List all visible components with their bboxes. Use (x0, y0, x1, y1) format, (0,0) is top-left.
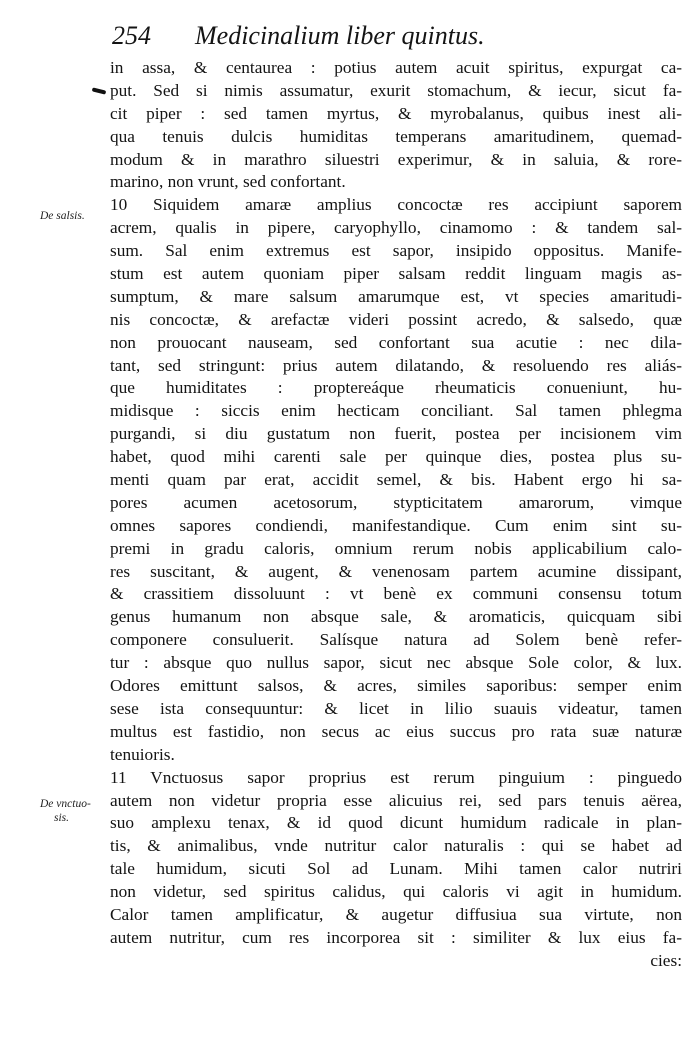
text-line: in assa, & centaurea : potius autem acuit spiritus, expurgat ca- (110, 58, 682, 77)
text-line: stum est autem quoniam piper salsam reddit linguam magis as- (110, 264, 682, 284)
text-line: sumptum, & mare salsum amarumque est, vt species amaritudi- (110, 286, 682, 306)
text-line: acrem, qualis in pipere, caryophyllo, cinamomo : & tandem sal- (110, 218, 682, 238)
text-line: qua tenuis dulcis humiditas temperans amaritudinem, quemad- (110, 126, 682, 146)
text-line: tale humidum, sicuti Sol ad Lunam. Mihi tamen calor nutriri (110, 859, 682, 879)
text-line: marino, non vrunt, sed confortant. (110, 172, 346, 192)
text-line: tis, & animalibus, vnde nutritur calor naturalis : qui se habet ad (110, 836, 682, 856)
text-line: componere consuluerit. Salísque natura ad Solem benè refer- (110, 630, 682, 650)
margin-note-de-unctuosis-line1: De vnctuo- (40, 798, 91, 810)
text-line: purgandi, si diu gustatum non fuerit, postea per incisionem vim (110, 424, 682, 444)
text-line: put. Sed si nimis assumatur, exurit stomachum, & iecur, sicut fa- (110, 80, 682, 100)
text-line: premi in gradu caloris, omnium rerum nobis applicabilium calo- (110, 538, 682, 558)
text-line: sese ista consequuntur: & licet in lilio suauis videatur, tamen (110, 698, 682, 718)
text-line: tenuioris. (110, 744, 175, 764)
margin-note-de-salsis: De salsis. (40, 210, 85, 222)
text-line: menti quam par erat, accidit semel, & bis. Habent ergo hi sa- (110, 470, 682, 490)
text-line: cit piper : sed tamen myrtus, & myrobalanus, quibus inest ali- (110, 103, 682, 123)
text-line: tant, sed stringunt: prius autem dilatando, & resoluendo res aliás- (110, 355, 682, 375)
text-line: Odores emittunt salsos, & acres, similes saporibus: semper enim (110, 676, 682, 696)
text-line: omnes sapores condiendi, manifestandique. Cum enim sint su- (110, 515, 682, 535)
text-line: non videtur, sed spiritus calidus, qui caloris vi agit in humidum. (110, 882, 682, 902)
text-line: midisque : siccis enim hecticam conciliant. Sal tamen phlegma (110, 401, 682, 421)
text-line: autem nutritur, cum res incorporea sit : similiter & lux eius fa- (110, 927, 682, 947)
text-line: Calor tamen amplificatur, & augetur diffusiua sua virtute, non (110, 904, 682, 924)
text-line: que humiditates : proptereáque rheumaticis conueniunt, hu- (110, 378, 682, 398)
text-line: modum & in marathro siluestri experimur, & in saluia, & rore- (110, 149, 682, 169)
text-line: nis concoctæ, & arefactæ videri possint acredo, & salsedo, quæ (110, 309, 682, 329)
text-line: res suscitant, & augent, & venenosam partem acumine dissipant, (110, 561, 682, 581)
text-line: suo amplexu tenax, & id quod dicunt humidum radicale in plan- (110, 813, 682, 833)
text-line: pores acumen acetosorum, stypticitatem amarorum, vimque (110, 492, 682, 512)
text-line: & crassitiem dissoluunt : vt benè ex communi consensu totum (110, 584, 682, 604)
ink-dash-mark (92, 87, 107, 94)
page-header (112, 18, 562, 54)
text-line: multus est fastidio, non secus ac eius succus pro rata suæ naturæ (110, 721, 682, 741)
text-line: non prouocant nauseam, sed confortant sua acutie : nec dila- (110, 332, 682, 352)
text-line: autem non videtur propria esse alicuius rei, sed pars tenuis aërea, (110, 790, 682, 810)
text-line: genus humanum non absque sale, & aromaticis, quicquam sibi (110, 607, 682, 627)
paragraph-10-first-line: 10 Siquidem amaræ amplius concoctæ res accipiunt saporem (110, 195, 682, 215)
text-line: sum. Sal enim extremus est sapor, insipido oppositus. Manife- (110, 241, 682, 261)
running-title: Medicinalium liber quintus. (195, 21, 485, 50)
paragraph-11-first-line: 11 Vnctuosus sapor proprius est rerum pinguium : pinguedo (110, 767, 682, 787)
catchword: cies: (650, 950, 682, 970)
body-text (110, 57, 682, 973)
text-line: habet, quod mihi carenti sale per quinque dies, postea plus su- (110, 447, 682, 467)
text-line: tur : absque quo nullus sapor, sicut nec absque Sole color, & lux. (110, 653, 682, 673)
page-number: 254 (112, 21, 151, 50)
margin-note-de-unctuosis-line2: sis. (54, 812, 70, 824)
